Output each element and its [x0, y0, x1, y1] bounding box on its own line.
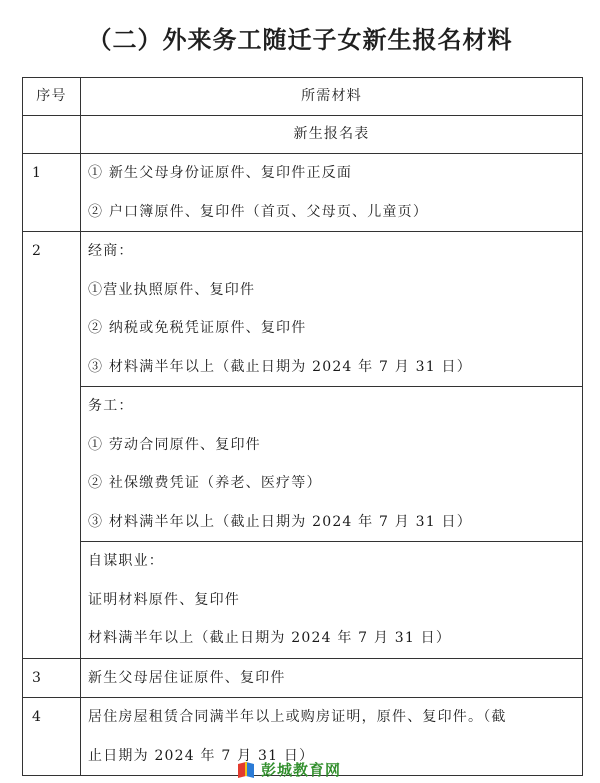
- business-line-2: ② 纳税或免税凭证原件、复印件: [88, 320, 307, 336]
- labor-line-1: ① 劳动合同原件、复印件: [88, 436, 261, 453]
- self-employed-heading: 自谋职业：: [88, 553, 164, 569]
- table-row: [23, 232, 583, 659]
- labor-line-3: ③ 材料满半年以上（截止日期为 2024 年 7 月 31 日）: [88, 513, 472, 530]
- labor-line-2: ② 社保缴费凭证（养老、医疗等）: [88, 475, 322, 491]
- row2-materials-cell: [81, 232, 583, 659]
- table-header-row: [23, 78, 583, 116]
- row1-no-cell: [23, 154, 81, 232]
- form-row-cell: [81, 116, 583, 154]
- business-heading: 经商：: [88, 243, 134, 259]
- table-row: [23, 154, 583, 232]
- row3-materials-cell: [81, 658, 583, 698]
- watermark-logo: [236, 755, 416, 783]
- row1-materials-cell: [81, 154, 583, 232]
- table-row: [23, 658, 583, 698]
- row1-line-2: ② 户口簿原件、复印件（首页、父母页、儿童页）: [88, 203, 429, 220]
- row2-no: 2: [32, 243, 43, 259]
- row2-no-cell: [23, 232, 81, 659]
- labor-heading: 务工：: [88, 398, 134, 414]
- form-row-text: 新生报名表: [293, 126, 370, 142]
- header-materials-cell: [81, 78, 583, 116]
- row3-no-cell: [23, 658, 81, 698]
- row3-no: 3: [32, 669, 43, 686]
- row4-line-2: 止日期为 2024 年 7 月 31 日）: [88, 747, 315, 764]
- labor-block: [81, 386, 582, 541]
- row1-no: 1: [32, 165, 43, 181]
- header-no: 序号: [36, 88, 67, 104]
- book-logo-icon: [236, 759, 256, 779]
- row4-no: 4: [32, 709, 43, 725]
- self-employed-line-2: 材料满半年以上（截止日期为 2024 年 7 月 31 日）: [88, 630, 452, 646]
- business-block: [81, 232, 582, 386]
- row3-text: 新生父母居住证原件、复印件: [88, 669, 286, 686]
- self-employed-line-1: 证明材料原件、复印件: [88, 591, 240, 608]
- row4-line-1: 居住房屋租赁合同满半年以上或购房证明，原件、复印件。（截: [88, 709, 507, 725]
- page-title: （二）外来务工随迁子女新生报名材料: [87, 26, 513, 54]
- row1-line-1: ① 新生父母身份证原件、复印件正反面: [88, 165, 353, 181]
- self-employed-block: [81, 541, 582, 658]
- form-row-no-cell: [23, 116, 81, 154]
- row4-no-cell: [23, 698, 81, 776]
- watermark-text: 彭城教育网: [261, 760, 342, 779]
- business-line-3: ③ 材料满半年以上（截止日期为 2024 年 7 月 31 日）: [88, 358, 472, 375]
- materials-table: [22, 77, 583, 776]
- header-no-cell: [23, 78, 81, 116]
- table-row: [23, 116, 583, 154]
- business-line-1: ①营业执照原件、复印件: [88, 281, 256, 298]
- header-materials: 所需材料: [301, 88, 362, 104]
